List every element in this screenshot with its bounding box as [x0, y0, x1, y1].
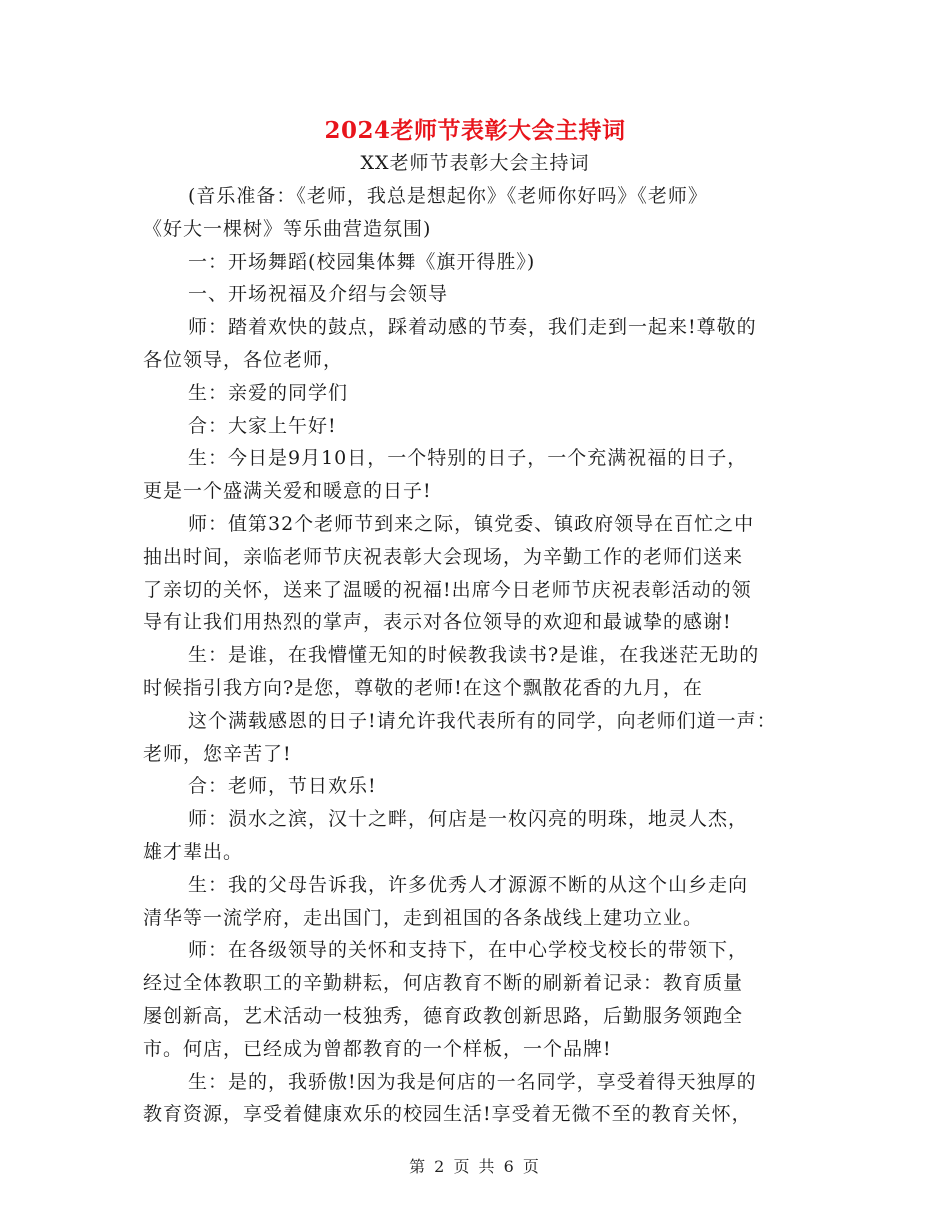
- text-line: 师：踏着欢快的鼓点，踩着动感的节奏，我们走到一起来!尊敬的: [188, 316, 757, 339]
- document-title: 2024老师节表彰大会主持词: [324, 117, 626, 144]
- text-line: 师：涢水之滨，汉十之畔，何店是一枚闪亮的明珠，地灵人杰，: [188, 808, 749, 831]
- text-line: 抽出时间，亲临老师节庆祝表彰大会现场，为辛勤工作的老师们送来: [143, 545, 744, 568]
- text-line: 更是一个盛满关爱和暖意的日子!: [143, 480, 432, 503]
- text-line: 生：是的，我骄傲!因为我是何店的一名同学，享受着得天独厚的: [188, 1070, 757, 1093]
- text-line: 时候指引我方向?是您，尊敬的老师!在这个飘散花香的九月，在: [143, 676, 703, 699]
- text-line: 生：我的父母告诉我，许多优秀人才源源不断的从这个山乡走向: [188, 873, 749, 896]
- text-line: (音乐准备：《老师，我总是想起你》《老师你好吗》《老师》: [188, 185, 708, 207]
- text-line: 清华等一流学府，走出国门，走到祖国的各条战线上建功立业。: [143, 906, 704, 929]
- text-line: 导有让我们用热烈的掌声，表示对各位领导的欢迎和最诚挚的感谢!: [143, 611, 732, 634]
- text-line: 生：亲爱的同学们: [188, 381, 349, 404]
- text-line: 一、开场祝福及介绍与会领导: [188, 283, 449, 306]
- text-line: 合：大家上午好!: [188, 414, 337, 437]
- text-line: 师：在各级领导的关怀和支持下，在中心学校戈校长的带领下，: [188, 939, 749, 962]
- text-line: 经过全体教职工的辛勤耕耘，何店教育不断的刷新着记录：教育质量: [143, 972, 744, 995]
- page-footer: 第 2 页 共 6 页: [409, 1157, 541, 1176]
- text-line: 各位领导，各位老师，: [143, 348, 344, 371]
- text-line: 《好大一棵树》等乐曲营造氛围): [143, 217, 432, 240]
- text-line: 这个满载感恩的日子!请允许我代表所有的同学，向老师们道一声：: [188, 709, 777, 732]
- document-subtitle: XX老师节表彰大会主持词: [360, 152, 590, 174]
- text-line: 雄才辈出。: [143, 840, 244, 863]
- text-line: 师：值第32个老师节到来之际，镇党委、镇政府领导在百忙之中: [188, 512, 755, 535]
- text-line: 生：今日是9月10日，一个特别的日子，一个充满祝福的日子，: [188, 447, 748, 470]
- text-line: 一：开场舞蹈(校园集体舞《旗开得胜》): [188, 250, 536, 273]
- text-line: 合：老师，节日欢乐!: [188, 775, 377, 798]
- text-line: 老师，您辛苦了!: [143, 742, 292, 765]
- text-line: 了亲切的关怀，送来了温暖的祝福!出席今日老师节庆祝表彰活动的领: [143, 578, 752, 601]
- text-line: 生：是谁，在我懵懂无知的时候教我读书?是谁，在我迷茫无助的: [188, 644, 760, 667]
- text-line: 教育资源，享受着健康欢乐的校园生活!享受着无微不至的教育关怀，: [143, 1103, 752, 1126]
- document-body: [143, 180, 813, 1131]
- text-line: 市。何店，已经成为曾都教育的一个样板，一个品牌!: [143, 1037, 612, 1060]
- text-line: 屡创新高，艺术活动一枝独秀，德育政教创新思路，后勤服务领跑全: [143, 1004, 744, 1027]
